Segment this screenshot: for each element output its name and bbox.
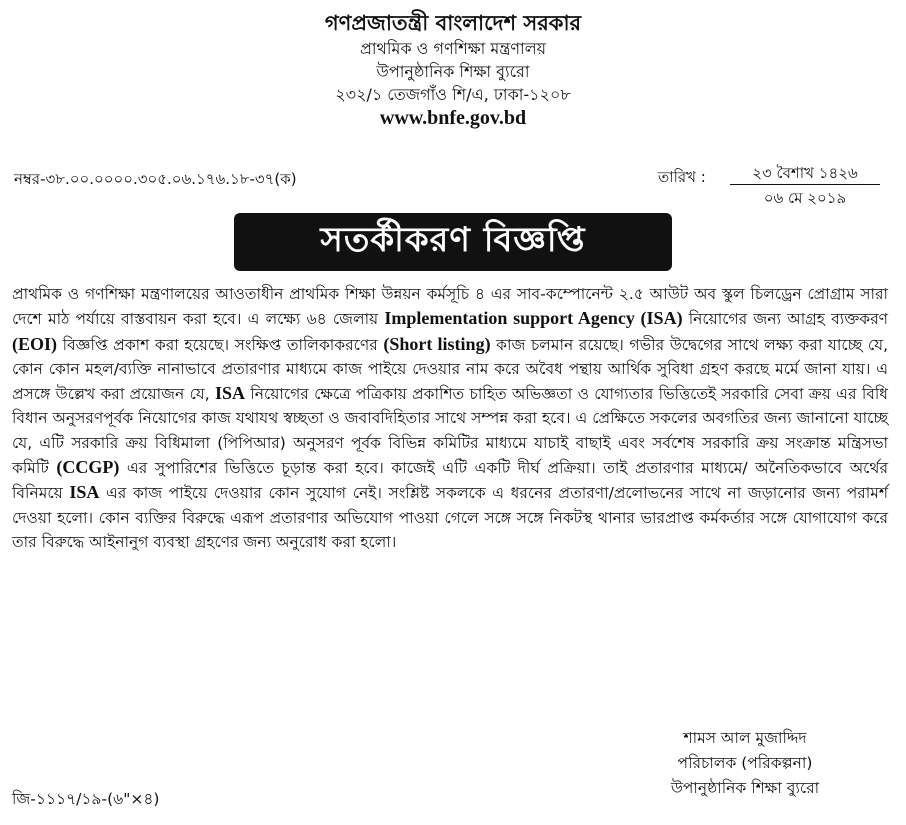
memo-number: নম্বর-৩৮.০০.০০০০.৩০৫.০৬.১৭৬.১৮-৩৭(ক) xyxy=(14,170,297,188)
date-bangla: ২৩ বৈশাখ ১৪২৬ xyxy=(752,164,858,182)
ministry-name: প্রাথমিক ও গণশিক্ষা মন্ত্রণালয় xyxy=(359,39,547,58)
signatory-designation: পরিচালক (পরিকল্পনা) xyxy=(677,754,813,772)
signatory-name: শামস আল মুজাদ্দিদ xyxy=(683,729,807,747)
publication-reference: জি-১১১৭/১৯-(৬"×৪) xyxy=(12,790,160,808)
website-address: www.bnfe.gov.bd xyxy=(379,107,527,129)
date-divider xyxy=(730,184,880,185)
date-label: তারিখ : xyxy=(658,168,706,186)
date-gregorian: ০৬ মে ২০১৯ xyxy=(763,189,847,207)
body-text-1: প্রাথমিক ও গণশিক্ষা মন্ত্রণালয়ের আওতাধীন প্রাথমিক শিক্ষা উন্নয়ন কর্মসূচি ৪ এর সাব-কম্পোনেন্ট ২.৫ আউট অব স্কুল চিলড্রেন প্রোগ্রাম সারা দেশে মাঠ পর্যায়ে বাস্তবায়ন করা হবে। এ লক্ষ্যে ৬৪ জেলায় xyxy=(12,285,888,329)
body-text-6: এর সুপারিশের ভিত্তিতে চূড়ান্ত করা হবে। কাজেই এটি একটি দীর্ঘ প্রক্রিয়া। তাই প্রতারণার মাধ্যমে/ অনৈতিকভাবে অর্থের বিনিময়ে xyxy=(12,459,888,503)
bureau-name: উপানুষ্ঠানিক শিক্ষা ব্যুরো xyxy=(376,62,530,81)
office-address: ২৩২/১ তেজগাঁও শি/এ, ঢাকা-১২০৮ xyxy=(335,85,571,104)
body-text-5: নিয়োগের ক্ষেত্রে পত্রিকায় প্রকাশিত চাহিত অভিজ্ঞতা ও যোগ্যতার ভিত্তিতেই সরকারি সেবা ক্রয় এর বিধি বিধান অনুসরণপূর্বক নিয়োগের কাজ যথাযথ স্বচ্ছতা ও জবাবদিহিতার সাথে সম্পন্ন করা হবে। এ প্রেক্ষিতে সকলের অবগতির জন্য জানানো যাচ্ছে যে, এটি সরকারি ক্রয় বিধিমালা (পিপিআর) অনুসরণ পূর্বক বিভিন্ন কমিটির মাধ্যমে যাচাই বাছাই এবং সর্বশেষ সরকারি ক্রয় সংক্রান্ত মন্ত্রিসভা কমিটি xyxy=(12,385,888,478)
body-text-2: নিয়োগের জন্য আগ্রহ ব্যক্তকরণ xyxy=(682,310,889,329)
signature-block xyxy=(600,726,890,801)
body-term-short-listing: (Short listing) xyxy=(383,333,491,354)
body-term-isa-full: Implementation support Agency (ISA) xyxy=(384,308,683,329)
notice-title-banner xyxy=(234,213,672,271)
notice-title: সতর্কীকরণ বিজ্ঞপ্তি xyxy=(320,219,586,260)
body-term-isa: ISA xyxy=(215,383,246,404)
body-text-3: বিজ্ঞপ্তি প্রকাশ করা হয়েছে। সংক্ষিপ্ত তালিকাকরণের xyxy=(57,335,384,354)
body-term-isa-2: ISA xyxy=(69,482,100,503)
body-term-ccgp: (CCGP) xyxy=(56,457,120,478)
body-term-eoi: (EOI) xyxy=(12,333,57,354)
body-text-4: কাজ চলমান রয়েছে। গভীর উদ্বেগের সাথে লক্ষ্য করা যাচ্ছে যে, কোন কোন মহল/ব্যক্তি নানাভাবে প্রতারণার মাধ্যমে কাজ পাইয়ে দেওয়ার নাম করে অবৈধ পন্থায় আর্থিক সুবিধা গ্রহণ করছে মর্মে জানা যায়। এ প্রসঙ্গে উল্লেখ করা প্রয়োজন যে, xyxy=(12,335,888,404)
signatory-office: উপানুষ্ঠানিক শিক্ষা ব্যুরো xyxy=(670,779,820,797)
government-name: গণপ্রজাতন্ত্রী বাংলাদেশ সরকার xyxy=(324,11,582,35)
letterhead xyxy=(0,10,906,131)
body-text-7: এর কাজ পাইয়ে দেওয়ার কোন সুযোগ নেই। সংশ্লিষ্ট সকলকে এ ধরনের প্রতারণা/প্রলোভনের সাথে না জড়ানোর জন্য পরামর্শ দেওয়া হলো। কোন ব্যক্তির বিরুদ্ধে এরূপ প্রতারণার অভিযোগ পাওয়া গেলে সঙ্গে সঙ্গে নিকটস্থ থানার ভারপ্রাপ্ত কর্মকর্তার সঙ্গে যোগাযোগ করে তার বিরুদ্ধে আইনানুগ ব্যবস্থা গ্রহণের জন্য অনুরোধ করা হলো। xyxy=(12,484,889,551)
notice-body xyxy=(12,282,888,554)
